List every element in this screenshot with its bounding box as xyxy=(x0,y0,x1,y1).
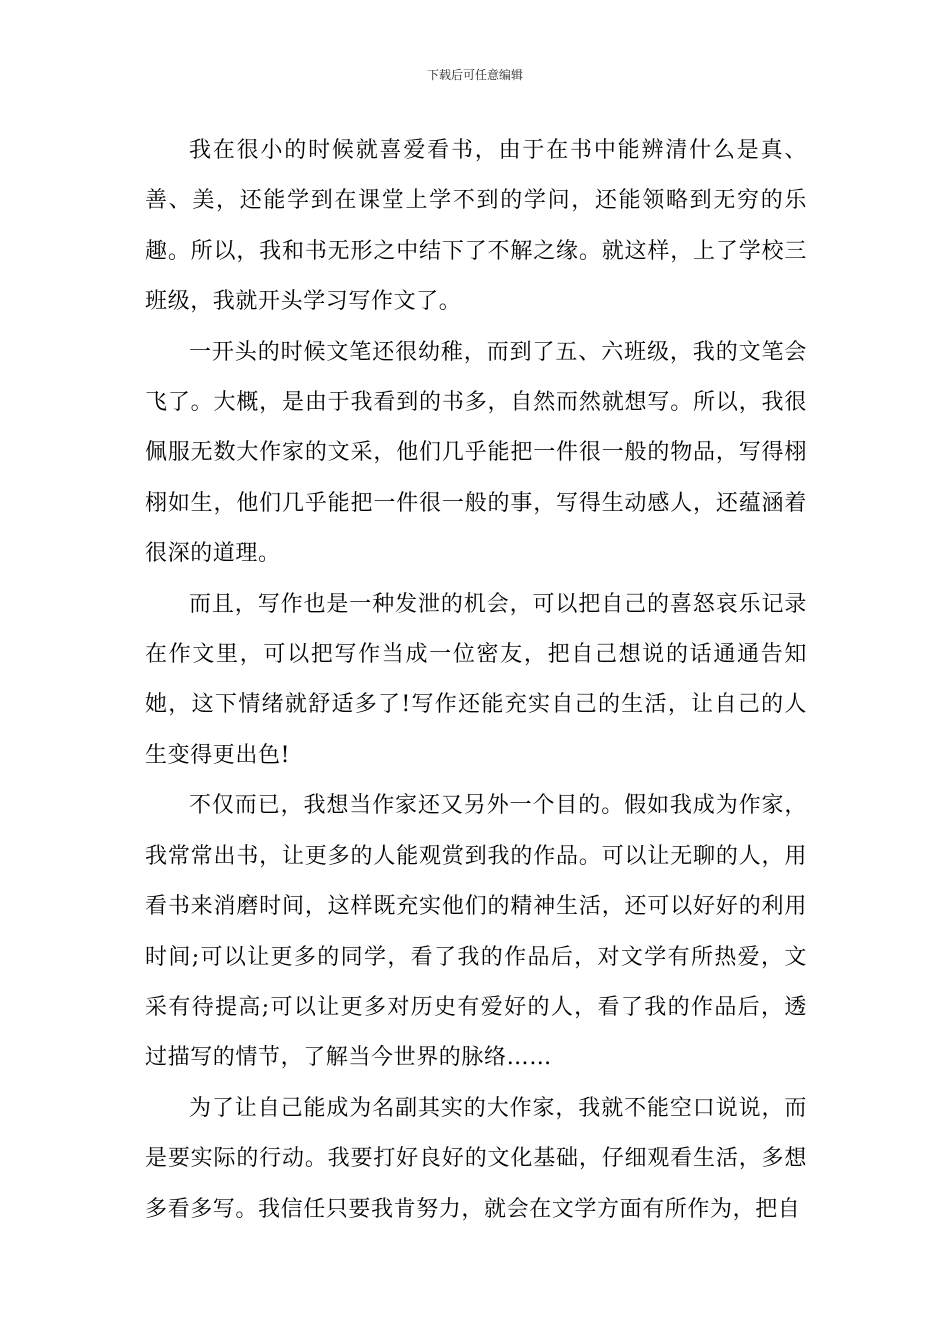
paragraph-3: 而且，写作也是一种发泄的机会，可以把自己的喜怒哀乐记录在作文里，可以把写作当成一位密友，把自己想说的话通通告知她，这下情绪就舒适多了!写作还能充实自己的生活，让自己的人生变得更出色! xyxy=(145,591,807,768)
paragraph-1: 我在很小的时候就喜爱看书，由于在书中能辨清什么是真、善、美，还能学到在课堂上学不到的学问，还能领略到无穷的乐趣。所以，我和书无形之中结下了不解之缘。就这样，上了学校三班级，我就开头学习写作文了。 xyxy=(145,138,807,315)
paragraph-2: 一开头的时候文笔还很幼稚，而到了五、六班级，我的文笔会飞了。大概，是由于我看到的书多，自然而然就想写。所以，我很佩服无数大作家的文采，他们几乎能把一件很一般的物品，写得栩栩如生，他们几乎能把一件很一般的事，写得生动感人，还蕴涵着很深的道理。 xyxy=(145,339,807,567)
document-body xyxy=(145,126,807,1235)
page-header: 下载后可任意编辑 xyxy=(426,68,523,82)
paragraph-4: 不仅而已，我想当作家还又另外一个目的。假如我成为作家，我常常出书，让更多的人能观赏到我的作品。可以让无聊的人，用看书来消磨时间，这样既充实他们的精神生活，还可以好好的利用时间;可以让更多的同学，看了我的作品后，对文学有所热爱，文采有待提高;可以让更多对历史有爱好的人，看了我的作品后，透过描写的情节，了解当今世界的脉络…… xyxy=(145,793,807,1071)
paragraph-5: 为了让自己能成为名副其实的大作家，我就不能空口说说，而是要实际的行动。我要打好良好的文化基础，仔细观看生活，多想多看多写。我信任只要我肯努力，就会在文学方面有所作为，把自 xyxy=(145,1095,807,1222)
